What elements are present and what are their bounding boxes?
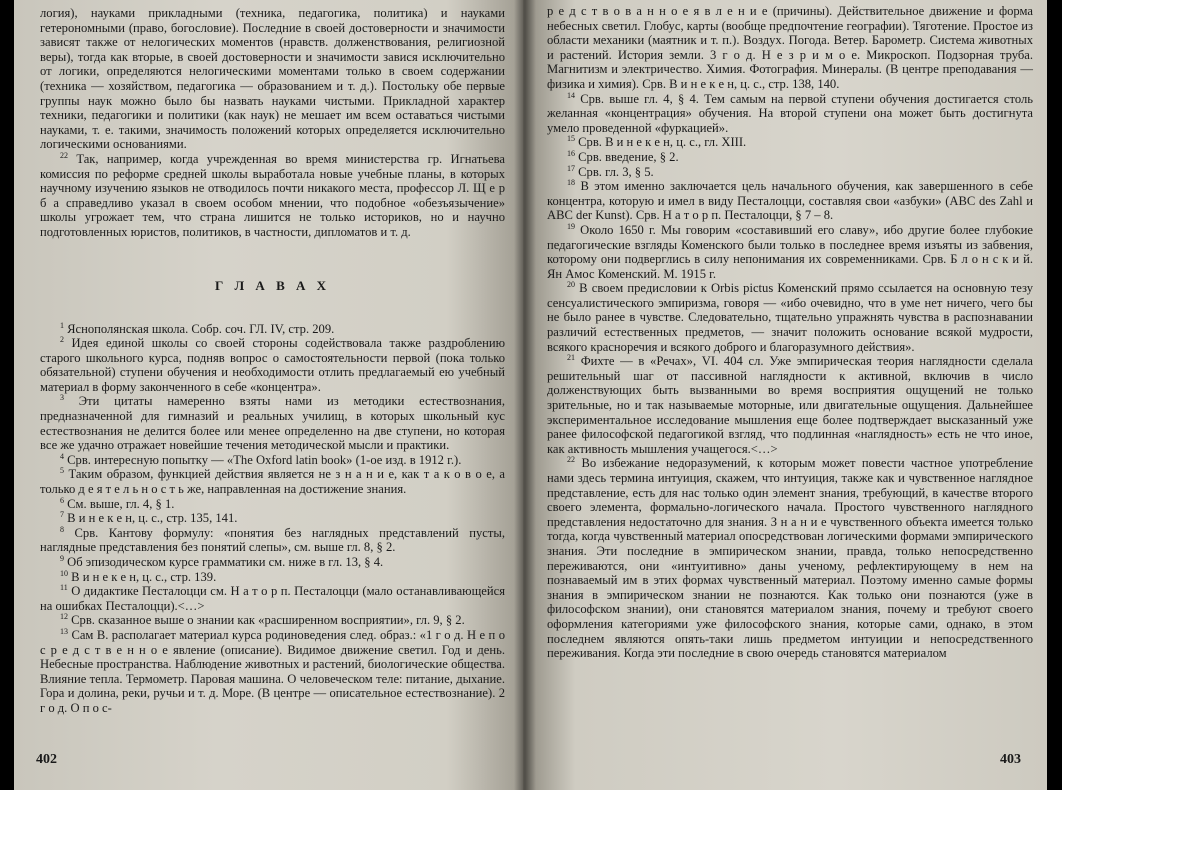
- book-spine-shadow: [514, 0, 536, 790]
- footnote-14: $^{14}$ Срв. выше гл. 4, § 4. Тем самым на первой ступени обучения достигается столь желанная «концентрация» обучения. На второй ступени она может быть достигнута умело проведенной «фуркацией».: [547, 90, 1033, 135]
- footnote-19: $^{19}$ Около 1650 г. Мы говорим «составивший его славу», ибо другие более глубокие педагогические взгляды Коменского были только в последнее время изъяты из забвения, которому они подверглись в силу непонимания их современниками. Срв. Б л о н с к и й. Ян Амос Коменский. М. 1915 г.: [547, 221, 1033, 281]
- continued-paragraph: логия), науками прикладными (техника, педагогика, политика) и науками гетерономными (право, богословие). Последние в своей достоверности и значимости зависят также от нелогических моментов (нравств. долженствования, религиозной веры), тогда как вторые, в своей достоверности и значимости завися исключительно от логики, определяются нелогическими моментами только в своем содержании (техника — хозяйством, педагогика — образованием и т. д.). Постольку обе первые группы наук можно было бы назвать науками чистыми. Прикладной характер техники, педагогики и политики (как наук) не мешает им всем оставаться чистыми науками, т. е. такими, значимость положений которых определяется исключительно логическими основаниями.: [40, 6, 505, 152]
- footnote-15: $^{15}$ Срв. В и н е к е н, ц. с., гл. XIII.: [567, 134, 747, 150]
- footnote-8: $^8$ Срв. Кантову формулу: «понятия без наглядных представлений пусты, наглядные представления без понятий слепы», см. выше гл. 8, § 2.: [40, 524, 505, 555]
- footnote-4: $^4$ Срв. интересную попытку — «The Oxford latin book» (1-ое изд. в 1912 г.).: [60, 451, 462, 467]
- footnote-5: $^5$ Таким образом, функцией действия является не з н а н и е, как т а к о в о е, а только д е я т е л ь н о с т ь же, направленная на достижение знания.: [40, 466, 506, 497]
- left-page: [14, 0, 523, 790]
- footnote-18: $^{18}$ В этом именно заключается цель начального обучения, как завершенного в себе концентра, которую и имел в виду Песталоцци, составляя свои «азбуки» (ABC des Zahl и ABC der Kunst). Срв. Н а т о р п. Песталоцци, § 7 – 8.: [547, 177, 1033, 223]
- footnote-7: $^7$ В и н е к е н, ц. с., стр. 135, 141.: [60, 510, 238, 526]
- footnote-9: $^9$ Об эпизодическом курсе грамматики см. ниже в гл. 13, § 4.: [60, 553, 384, 569]
- footnote-2: $^2$ Идея единой школы со своей стороны содействовала также раздроблению старого школьного курса, подняв вопрос о самостоятельности первой (пока только обязательной) ступени обучения и необходимости отлить предлагаемый ею учебный материал в форму законченного в себе «концентра».: [40, 334, 505, 394]
- footnote-20: $^{20}$ В своем предисловии к Orbis pictus Коменский прямо ссылается на основную тезу сенсуалистического эмпиризма, говоря — «ибо очевидно, что в уме нет ничего, чего бы не было ранее в чувстве. Следовательно, тщательно упражнять чувства в распознавании различий естественных предметов, — значит положить основание всякой мудрости, всякого красноречия и всякого доброго и благоразумного действия».: [547, 280, 1033, 354]
- page-number: 403: [1000, 752, 1021, 767]
- page-number: 402: [36, 752, 57, 767]
- chapter-heading: Г Л А В А X: [214, 277, 331, 293]
- footnote-3: $^3$ Эти цитаты намеренно взяты нами из методики естествознания, предназначенной для гимназий и реальных училищ, в которых школьный кус естествознания не делится более или менее определенно на две ступени, но которая все же удачно отражает новейшие течения методической мысли и практики.: [40, 393, 505, 453]
- right-page: [523, 0, 1047, 790]
- continued-paragraph: р е д с т в о в а н н о е я в л е н и е (причины). Действительное движение и форма небесных светил. Глобус, карты (вообще предпочтение географии). Тяготение. Простое из области механики (маятник и т. п.). Воздух. Погода. Ветер. Барометр. Система животных и растений. История земли. 3 г о д. Н е з р и м о е. Микроскоп. Подзорная труба. Магнитизм и электричество. Химия. Фотография. Минералы. (В центре преподавания — физика и химия). Срв. В и н е к е н, ц. с., стр. 138, 140.: [547, 4, 1033, 91]
- footnote-22: $^{22}$ Во избежание недоразумений, к которым может повести частное употребление нами здесь термина интуиция, скажем, что интуиция, также как и чувственное наглядное представление, есть для нас только один элемент знания, требующий, в качестве второго своего элемента, формально-логического начала. Простого чувственного наглядного представления недостаточно для знания. З н а н и е чувственного объекта имеется только тогда, когда чувственный материал опосредствован логическими формами эмпирического знания. Эти последние в эмпирическом знании, правда, только непосредственно переживаются, они «интуитивно» даны ученому, рефлектирующему в нем на познаваемый им в этих формах чувственный материал. Поэтому именно самые формы знания в эмпирическом знании не познаются. Как только они познаются (уже в философском знании), они становятся материалом знания, почему и требуют своего оформления категориями уже философского знания, которые сами, однако, в этом последнем являются опять-таки лишь предметом интуиции и непосредственного переживания. Когда эти последние в свою очередь становятся материалом: [547, 455, 1033, 661]
- footnote-1: $^1$ Яснополянская школа. Собр. соч. ГЛ. IV, стр. 209.: [60, 320, 335, 336]
- footnote-13: $^{13}$ Сам В. располагает материал курса родиноведения след. образ.: «1 г о д. Н е п о с р е д с т в е н н о е явление (описание). Видимое движение светил. Год и день. Небесные пространства. Наблюдение животных и растений, биологические общества. Влияние тепла. Термометр. Паровая машина. О человеческом теле: питание, дыхание. Гора и долина, реки, ручьи и т. д. Море. (В центре — описательное естествознание). 2 г о д. О п о с-: [40, 626, 505, 715]
- footnote-16: $^{16}$ Срв. введение, § 2.: [567, 148, 679, 164]
- footnote-17: $^{17}$ Срв. гл. 3, § 5.: [567, 163, 654, 179]
- footnote-11: $^{11}$ О дидактике Песталоцци см. Н а т о р п. Песталоцци (мало останавливающейся на ошибках Песталоцци).<…>: [40, 583, 505, 613]
- footnote-12: $^{12}$ Срв. сказанное выше о знании как «расширенном восприятии», гл. 9, § 2.: [60, 612, 465, 628]
- footnote-22: $^{22}$ Так, например, когда учрежденная во время министерства гр. Игнатьева комиссия по реформе средней школы выработала новые учебные планы, в которых научному изучению языков не отводилось почти никакого места, профессор Л. Щ е р б а справедливо указал в своем особом мнении, что подобное «обезъязычение» школы угрожает тем, что страна лишится не только историков, но и научно подготовленных юристов, политиков, в частности, дипломатов и т. д.: [40, 150, 505, 239]
- footnote-21: $^{21}$ Фихте — в «Речах», VI. 404 сл. Уже эмпирическая теория наглядности сделала решительный шаг от пассивной наглядности к активной, включив в число долженствующих быть вызванными во время восприятия ощущений не только зрительные, но и так называемые моторные, или двигательные ощущения. Дальнейшее экспериментальное исследование мышления еще более подтверждает высказанный уже ранее философской педагогикой взгляд, что подлинная «наглядность» есть не что иное, как активность мышления учащегося.<…>: [547, 353, 1033, 456]
- footnote-6: $^6$ См. выше, гл. 4, § 1.: [60, 495, 175, 511]
- footnote-10: $^{10}$ В и н е к е н, ц. с., стр. 139.: [60, 568, 217, 584]
